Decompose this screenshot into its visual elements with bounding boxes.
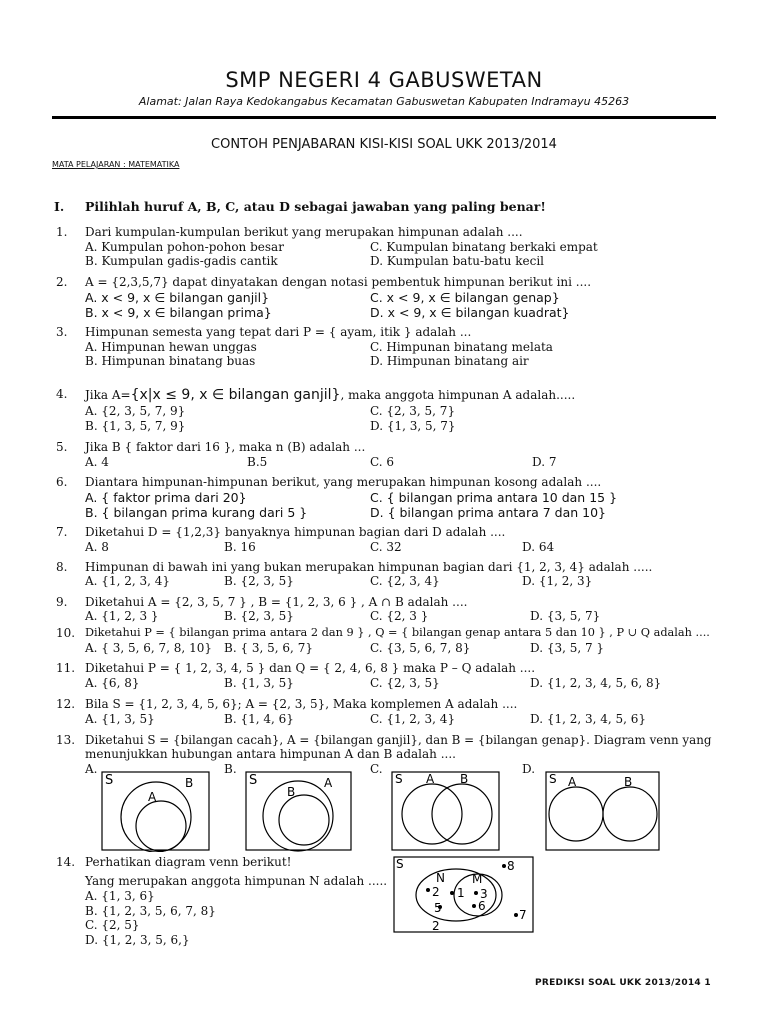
option-d: D. x < 9, x ∈ bilangan kuadrat} bbox=[370, 305, 570, 320]
option-a: A. Kumpulan pohon-pohon besar bbox=[85, 240, 284, 254]
venn-b-label: B bbox=[460, 772, 469, 786]
option-b: B. { bilangan prima kurang dari 5 } bbox=[85, 505, 308, 520]
question-text: Himpunan semesta yang tepat dari P = { ayam, itik } adalah ... bbox=[85, 325, 472, 339]
question-text: Diketahui P = { 1, 2, 3, 4, 5 } dan Q = { 2, 4, 6, 8 } maka P – Q adalah .... bbox=[85, 661, 536, 675]
venn-circle-a bbox=[136, 801, 186, 851]
question-number: 5. bbox=[56, 440, 68, 454]
question-text-line-2: Yang merupakan anggota himpunan N adalah ..... bbox=[85, 874, 388, 888]
option-c: C. {2, 3, 5} bbox=[370, 676, 440, 690]
venn-s-label: S bbox=[105, 773, 114, 788]
venn-option-d bbox=[544, 770, 662, 852]
venn-b-label: B bbox=[185, 776, 194, 790]
venn-option-a bbox=[100, 770, 212, 852]
venn-diagram-q14 bbox=[392, 855, 536, 935]
venn-a-label: A bbox=[568, 775, 577, 789]
question-text: Diantara himpunan-himpunan berikut, yang merupakan himpunan kosong adalah .... bbox=[85, 475, 602, 489]
option-c: C. Kumpulan binatang berkaki empat bbox=[370, 240, 598, 254]
option-a: A. {1, 2, 3, 4} bbox=[85, 574, 170, 588]
venn-point: 2 bbox=[432, 885, 440, 899]
option-b: B. Kumpulan gadis-gadis cantik bbox=[85, 254, 278, 268]
option-c: C. {2, 3, 5, 7} bbox=[370, 404, 456, 418]
venn-b-label: B bbox=[287, 785, 296, 799]
option-a: A. {1, 3, 6} bbox=[85, 889, 155, 903]
question-text: Diketahui D = {1,2,3} banyaknya himpunan bagian dari D adalah .... bbox=[85, 525, 506, 539]
question-text: Jika B { faktor dari 16 }, maka n (B) adalah ... bbox=[85, 440, 366, 454]
question-number: 13. bbox=[56, 733, 76, 747]
venn-s-label: S bbox=[549, 772, 557, 786]
option-d: D. {1, 3, 5, 7} bbox=[370, 419, 456, 433]
question-number: 6. bbox=[56, 475, 68, 489]
venn-a-label: A bbox=[426, 772, 435, 786]
option-a: A. {6, 8} bbox=[85, 676, 140, 690]
question-number: 10. bbox=[56, 626, 76, 640]
option-d: D. {1, 2, 3, 4, 5, 6, 8} bbox=[530, 676, 662, 690]
option-a: A. { faktor prima dari 20} bbox=[85, 490, 247, 505]
option-c: C. bbox=[370, 762, 383, 776]
question-text-pre: Jika A= bbox=[85, 388, 131, 402]
school-name: SMP NEGERI 4 GABUSWETAN bbox=[225, 68, 543, 92]
venn-n-label: N bbox=[436, 871, 445, 885]
venn-s-label: S bbox=[396, 857, 404, 871]
option-d: D. {3, 5, 7 } bbox=[530, 641, 605, 655]
venn-point: 8 bbox=[507, 859, 515, 873]
option-a: A. {1, 2, 3 } bbox=[85, 609, 159, 623]
header-rule bbox=[52, 116, 716, 119]
question-text bbox=[85, 387, 575, 403]
question-number: 7. bbox=[56, 525, 68, 539]
venn-circle-a bbox=[263, 781, 333, 851]
option-b: B. {2, 3, 5} bbox=[224, 574, 294, 588]
question-number: 9. bbox=[56, 595, 68, 609]
venn-option-b bbox=[244, 770, 354, 852]
question-text: A = {2,3,5,7} dapat dinyatakan dengan notasi pembentuk himpunan berikut ini .... bbox=[85, 275, 592, 289]
option-d: D. Himpunan binatang air bbox=[370, 354, 529, 368]
question-number: 4. bbox=[56, 387, 68, 401]
question-text: Diketahui A = {2, 3, 5, 7 } , B = {1, 2, 3, 6 } , A ∩ B adalah .... bbox=[85, 595, 468, 609]
option-c: C. 6 bbox=[370, 455, 395, 469]
venn-point: 3 bbox=[480, 887, 488, 901]
option-a: A. 4 bbox=[85, 455, 109, 469]
option-b: B. { 3, 5, 6, 7} bbox=[224, 641, 313, 655]
venn-s-label: S bbox=[249, 773, 258, 788]
venn-option-c bbox=[390, 770, 502, 852]
option-b: B. x < 9, x ∈ bilangan prima} bbox=[85, 305, 272, 320]
venn-a-label: A bbox=[148, 790, 157, 804]
option-d: D. 7 bbox=[532, 455, 557, 469]
venn-b-label: B bbox=[624, 775, 633, 789]
option-c: C. 32 bbox=[370, 540, 402, 554]
venn-a-label: A bbox=[324, 776, 333, 790]
option-c: C. x < 9, x ∈ bilangan genap} bbox=[370, 290, 560, 305]
option-a: A. Himpunan hewan unggas bbox=[85, 340, 257, 354]
option-a: A. {1, 3, 5} bbox=[85, 712, 155, 726]
question-number: 3. bbox=[56, 325, 68, 339]
question-text-line-1: Diketahui S = {bilangan cacah}, A = {bilangan ganjil}, dan B = {bilangan genap}. Diagram venn yang bbox=[85, 733, 712, 747]
subject-label: MATA PELAJARAN : MATEMATIKA bbox=[52, 160, 180, 169]
question-text: Dari kumpulan-kumpulan berikut yang merupakan himpunan adalah .... bbox=[85, 225, 523, 239]
venn-circle-a bbox=[549, 787, 603, 841]
question-number: 1. bbox=[56, 225, 68, 239]
option-a: A. { 3, 5, 6, 7, 8, 10} bbox=[85, 641, 212, 655]
option-b: B.5 bbox=[247, 455, 268, 469]
option-c: C. {2, 5} bbox=[85, 918, 140, 932]
option-d: D. {1, 2, 3, 5, 6,} bbox=[85, 933, 190, 947]
option-d: D. {3, 5, 7} bbox=[530, 609, 601, 623]
option-b: B. Himpunan binatang buas bbox=[85, 354, 256, 368]
option-b: B. 16 bbox=[224, 540, 256, 554]
venn-circle-b bbox=[279, 795, 329, 845]
option-b: B. {1, 3, 5} bbox=[224, 676, 294, 690]
question-number: 14. bbox=[56, 855, 76, 869]
question-number: 8. bbox=[56, 560, 68, 574]
question-text: Diketahui P = { bilangan prima antara 2 dan 9 } , Q = { bilangan genap antara 5 dan 10 } , P ∪ Q adalah .... bbox=[85, 626, 710, 639]
question-text-math: {x|x ≤ 9, x ∈ bilangan ganjil} bbox=[130, 387, 341, 403]
question-text-line-1: Perhatikan diagram venn berikut! bbox=[85, 855, 292, 869]
option-b: B. bbox=[224, 762, 237, 776]
option-c: C. {3, 5, 6, 7, 8} bbox=[370, 641, 471, 655]
document-title: CONTOH PENJABARAN KISI-KISI SOAL UKK 2013/2014 bbox=[211, 137, 557, 152]
option-b: B. {1, 2, 3, 5, 6, 7, 8} bbox=[85, 904, 216, 918]
option-d: D. {1, 2, 3, 4, 5, 6} bbox=[530, 712, 647, 726]
venn-point: 2 bbox=[432, 919, 440, 933]
venn-point: 5 bbox=[434, 901, 442, 915]
venn-m-label: M bbox=[472, 872, 483, 886]
venn-circle-b bbox=[603, 787, 657, 841]
option-b: B. {2, 3, 5} bbox=[224, 609, 294, 623]
option-d: D. Kumpulan batu-batu kecil bbox=[370, 254, 544, 268]
question-number: 2. bbox=[56, 275, 68, 289]
option-a: A. {2, 3, 5, 7, 9} bbox=[85, 404, 186, 418]
option-d: D. {1, 2, 3} bbox=[522, 574, 593, 588]
question-text-post: , maka anggota himpunan A adalah..... bbox=[340, 388, 576, 402]
question-text-line-2: menunjukkan hubungan antara himpunan A dan B adalah .... bbox=[85, 747, 456, 761]
venn-s-label: S bbox=[395, 772, 403, 786]
section-instruction: Pilihlah huruf A, B, C, atau D sebagai jawaban yang paling benar! bbox=[85, 199, 546, 214]
option-a: A. 8 bbox=[85, 540, 109, 554]
option-b: B. {1, 3, 5, 7, 9} bbox=[85, 419, 186, 433]
question-text: Bila S = {1, 2, 3, 4, 5, 6}; A = {2, 3, 5}, Maka komplemen A adalah .... bbox=[85, 697, 518, 711]
option-d: D. bbox=[522, 762, 536, 776]
option-d: D. 64 bbox=[522, 540, 555, 554]
venn-point: 7 bbox=[519, 908, 527, 922]
venn-point: 1 bbox=[457, 886, 465, 900]
question-number: 11. bbox=[56, 661, 76, 675]
option-a: A. bbox=[85, 762, 98, 776]
option-b: B. {1, 4, 6} bbox=[224, 712, 294, 726]
option-c: C. Himpunan binatang melata bbox=[370, 340, 553, 354]
option-d: D. { bilangan prima antara 7 dan 10} bbox=[370, 505, 606, 520]
option-c: C. { bilangan prima antara 10 dan 15 } bbox=[370, 490, 618, 505]
school-address: Alamat: Jalan Raya Kedokangabus Kecamatan Gabuswetan Kabupaten Indramayu 45263 bbox=[138, 95, 630, 108]
option-a: A. x < 9, x ∈ bilangan ganjil} bbox=[85, 290, 270, 305]
venn-point: 6 bbox=[478, 899, 486, 913]
option-c: C. {2, 3 } bbox=[370, 609, 429, 623]
question-text: Himpunan di bawah ini yang bukan merupakan himpunan bagian dari {1, 2, 3, 4} adalah ..... bbox=[85, 560, 653, 574]
question-number: 12. bbox=[56, 697, 76, 711]
section-number: I. bbox=[54, 199, 65, 214]
option-c: C. {2, 3, 4} bbox=[370, 574, 440, 588]
page-footer: PREDIKSI SOAL UKK 2013/2014 1 bbox=[534, 978, 711, 988]
option-c: C. {1, 2, 3, 4} bbox=[370, 712, 456, 726]
